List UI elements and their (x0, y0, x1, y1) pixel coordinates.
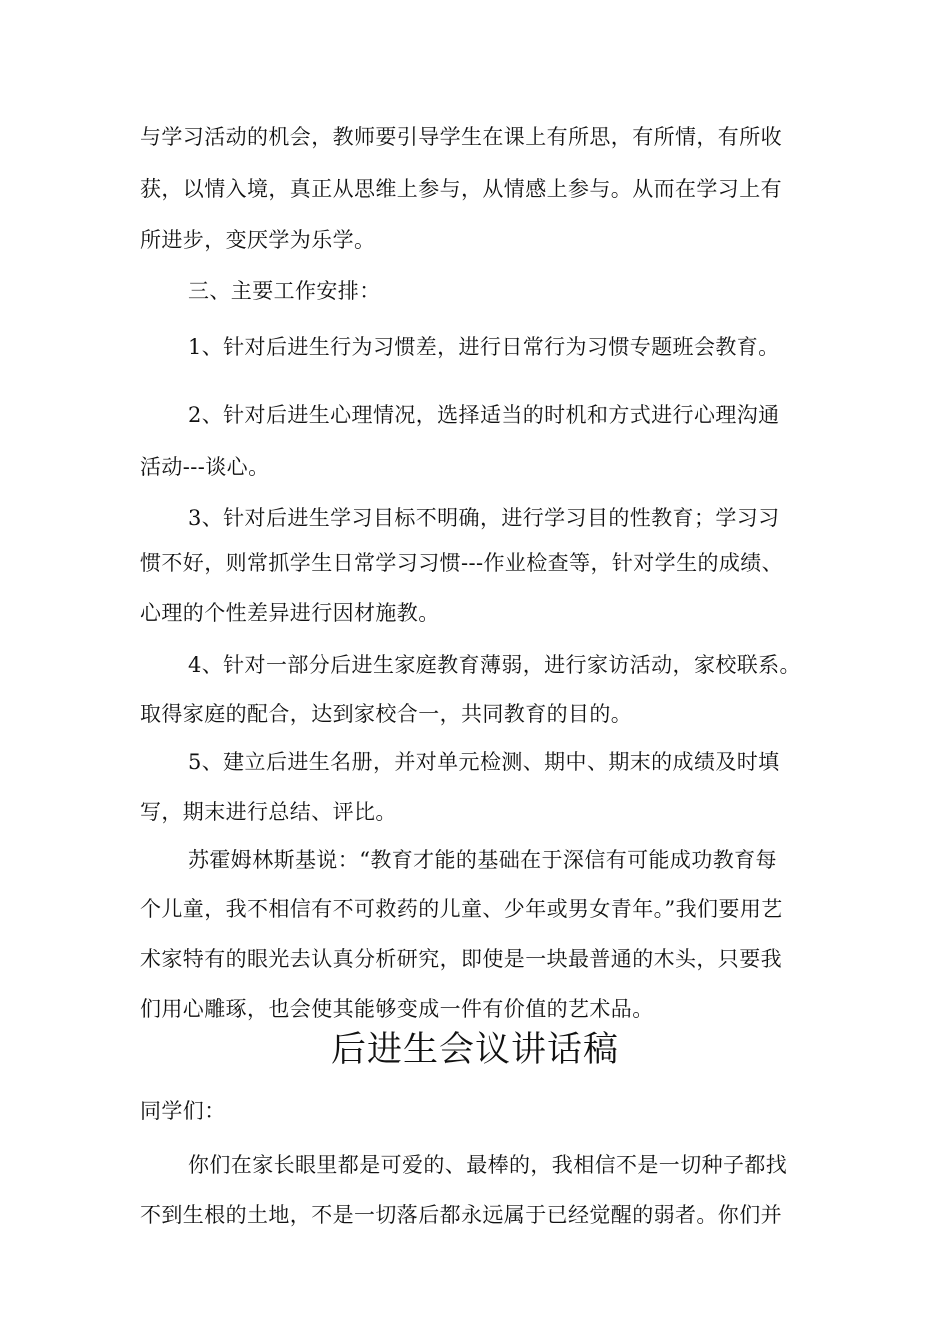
quote-line: 术家特有的眼光去认真分析研究，即使是一块最普通的木头，只要我 (140, 947, 782, 971)
list-item-line: 惯不好，则常抓学生日常学习习惯---作业检查等，针对学生的成绩、 (140, 551, 784, 575)
quote-line: 苏霍姆林斯基说：“教育才能的基础在于深信有可能成功教育每 (188, 848, 777, 872)
list-item-line: 写，期末进行总结、评比。 (140, 800, 397, 824)
paragraph-line: 获，以情入境，真正从思维上参与，从情感上参与。从而在学习上有 (140, 177, 782, 201)
salutation: 同学们： (140, 1099, 226, 1123)
list-item-line: 3、针对后进生学习目标不明确，进行学习目的性教育；学习习 (188, 506, 780, 530)
section-heading: 三、主要工作安排： (188, 279, 381, 303)
list-item-line: 取得家庭的配合，达到家校合一，共同教育的目的。 (140, 702, 633, 726)
list-item-line: 心理的个性差异进行因材施教。 (140, 601, 440, 625)
list-item-line: 5、建立后进生名册，并对单元检测、期中、期末的成绩及时填 (188, 750, 780, 774)
list-item-line: 1、针对后进生行为习惯差，进行日常行为习惯专题班会教育。 (188, 335, 780, 359)
speech-paragraph-line: 不到生根的土地，不是一切落后都永远属于已经觉醒的弱者。你们并 (140, 1203, 782, 1227)
speech-paragraph-line: 你们在家长眼里都是可爱的、最棒的，我相信不是一切种子都找 (188, 1153, 788, 1177)
paragraph-line: 所进步，变厌学为乐学。 (140, 228, 376, 252)
list-item-line: 2、针对后进生心理情况，选择适当的时机和方式进行心理沟通 (188, 403, 780, 427)
paragraph-line: 与学习活动的机会，教师要引导学生在课上有所思，有所情，有所收 (140, 125, 782, 149)
list-item-line: 活动---谈心。 (140, 455, 270, 479)
quote-line: 个儿童，我不相信有不可救药的儿童、少年或男女青年。”我们要用艺 (140, 897, 783, 921)
quote-line: 们用心雕琢，也会使其能够变成一件有价值的艺术品。 (140, 997, 654, 1021)
list-item-line: 4、针对一部分后进生家庭教育薄弱，进行家访活动，家校联系。 (188, 653, 801, 677)
speech-title: 后进生会议讲话稿 (330, 1030, 619, 1070)
